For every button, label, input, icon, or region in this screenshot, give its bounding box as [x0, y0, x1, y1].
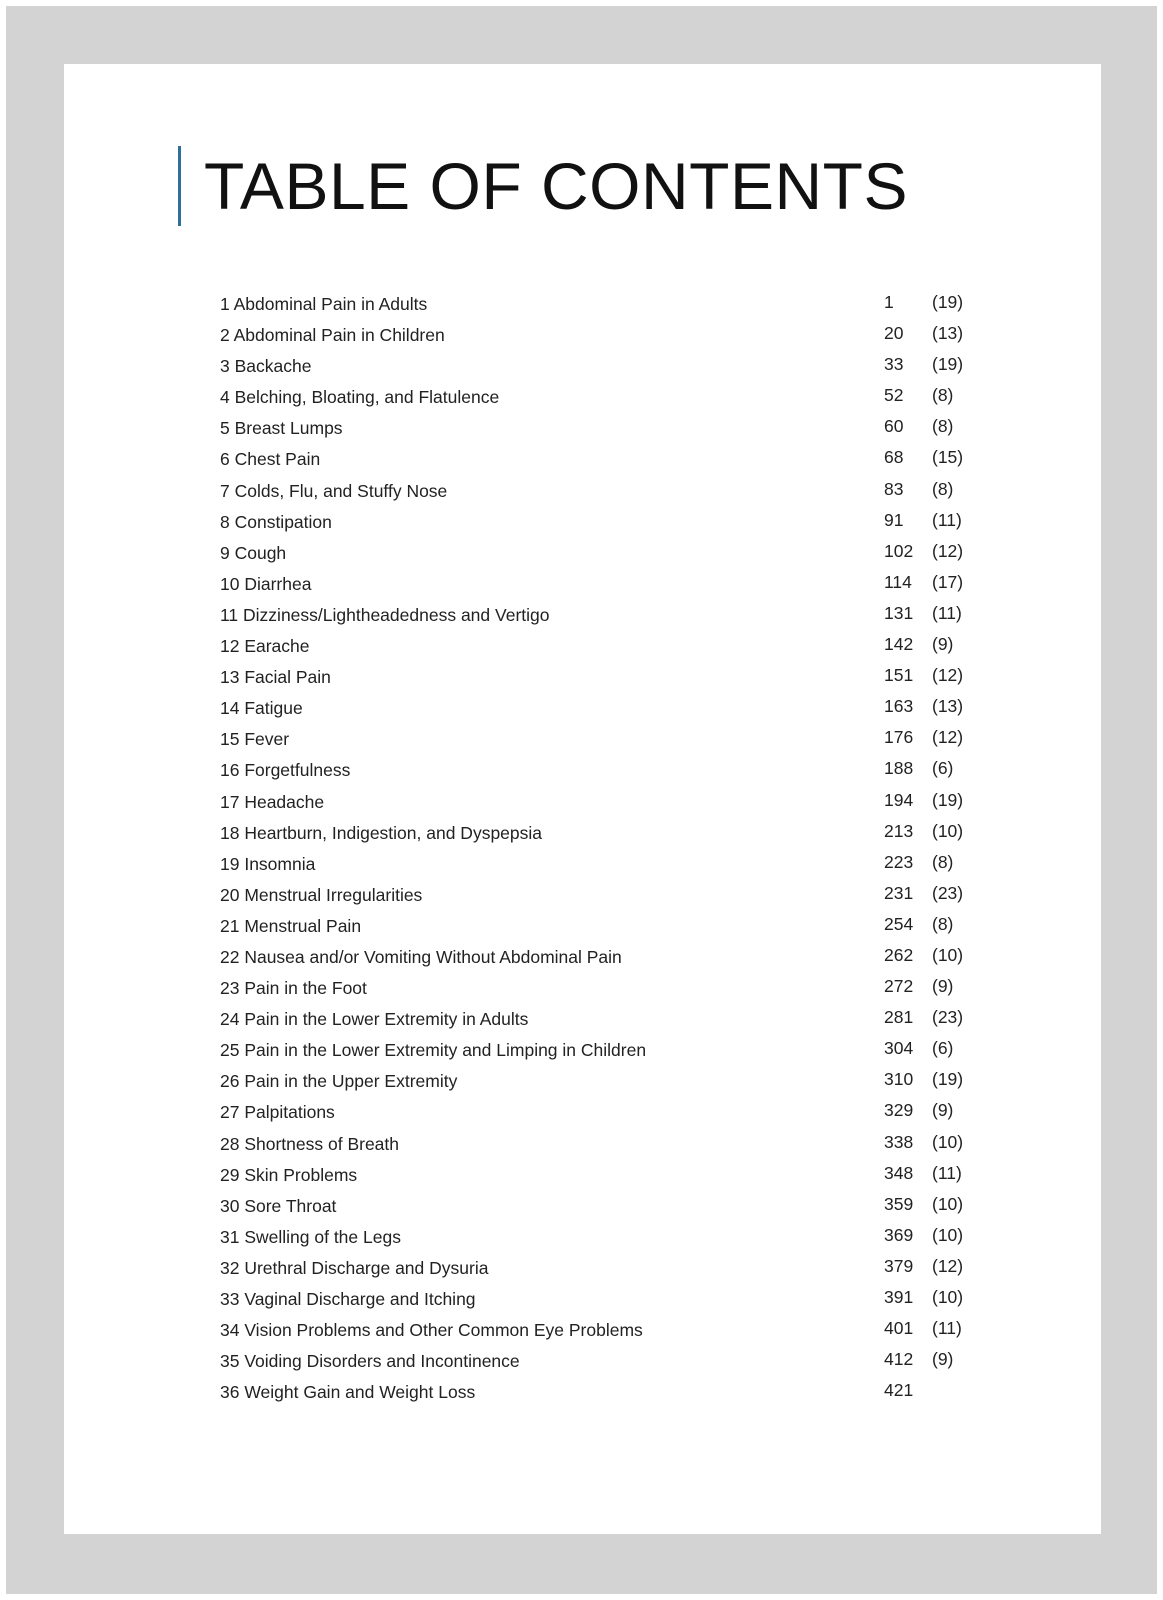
toc-entry-count: (19)	[932, 789, 964, 810]
toc-entry	[220, 692, 1000, 723]
toc-entry-page: 359	[884, 1193, 914, 1214]
toc-entry-count: (8)	[932, 851, 954, 872]
title-accent-bar	[178, 146, 181, 226]
toc-entry-count: (11)	[932, 1162, 962, 1183]
toc-entry	[220, 350, 1000, 381]
toc-entry-title: 4 Belching, Bloating, and Flatulence	[220, 387, 500, 408]
toc-entry-title: 3 Backache	[220, 356, 312, 377]
toc-entry-count: (10)	[932, 1193, 964, 1214]
toc-entry-count: (8)	[932, 478, 954, 499]
toc-entry-page: 33	[884, 354, 904, 375]
toc-entry	[220, 288, 1000, 319]
toc-entry-title: 13 Facial Pain	[220, 667, 331, 688]
toc-entry-count: (9)	[932, 1100, 954, 1121]
toc-entry-title: 19 Insomnia	[220, 853, 316, 874]
toc-entry	[220, 1128, 1000, 1159]
toc-entry-page: 412	[884, 1349, 914, 1370]
toc-entry-page: 91	[884, 509, 904, 530]
toc-entry-page: 52	[884, 385, 904, 406]
toc-entry-page: 401	[884, 1318, 914, 1339]
toc-entry-page: 223	[884, 851, 914, 872]
toc-entry-page: 1	[884, 292, 894, 312]
toc-entry-count: (11)	[932, 509, 962, 530]
toc-entry-count: (9)	[932, 1349, 954, 1370]
toc-entry-page: 369	[884, 1224, 914, 1245]
toc-entry-page: 262	[884, 944, 914, 965]
toc-entry-title: 12 Earache	[220, 636, 310, 657]
toc-entry-page: 254	[884, 913, 914, 934]
toc-entry-count: (12)	[932, 540, 964, 561]
toc-entry-page: 194	[884, 789, 914, 810]
toc-entry	[220, 879, 1000, 910]
toc-entry-count: (13)	[932, 323, 964, 344]
toc-entry-count: (8)	[932, 385, 954, 406]
toc-entry-title: 15 Fever	[220, 729, 290, 750]
toc-entry-page: 60	[884, 416, 904, 437]
toc-entry-page: 102	[884, 540, 914, 561]
toc-entry	[220, 1003, 1000, 1034]
toc-entry-title: 9 Cough	[220, 542, 287, 563]
toc-entry	[220, 754, 1000, 785]
toc-entry	[220, 661, 1000, 692]
toc-entry-count: (9)	[932, 976, 954, 997]
toc-entry-count: (19)	[932, 1069, 964, 1090]
toc-entry-page: 163	[884, 696, 914, 717]
toc-entry	[220, 443, 1000, 474]
toc-entry-count: (10)	[932, 1287, 964, 1307]
toc-entry-page: 142	[884, 634, 914, 655]
toc-entry	[220, 1221, 1000, 1252]
toc-entry	[220, 1159, 1000, 1190]
toc-entry-title: 34 Vision Problems and Other Common Eye Problems	[220, 1320, 643, 1341]
toc-entry-count: (11)	[932, 602, 962, 623]
toc-entry-count: (19)	[932, 292, 964, 312]
toc-entry-title: 20 Menstrual Irregularities	[220, 884, 423, 905]
toc-entry-title: 33 Vaginal Discharge and Itching	[220, 1289, 476, 1309]
toc-entry-title: 18 Heartburn, Indigestion, and Dyspepsia	[220, 822, 543, 843]
toc-entry	[220, 1376, 1000, 1407]
toc-entry-count: (9)	[932, 634, 954, 655]
toc-entry-page: 379	[884, 1255, 914, 1276]
toc-entry-count: (12)	[932, 727, 964, 748]
toc-entry-title: 32 Urethral Discharge and Dysuria	[220, 1257, 489, 1278]
toc-entry-count: (23)	[932, 882, 964, 903]
toc-entry-count: (19)	[932, 354, 964, 375]
toc-entry-title: 1 Abdominal Pain in Adults	[220, 294, 428, 314]
toc-entry	[220, 381, 1000, 412]
toc-entry-page: 20	[884, 323, 904, 344]
toc-entry-page: 281	[884, 1007, 914, 1028]
toc-entry	[220, 1065, 1000, 1096]
toc-entry	[220, 475, 1000, 506]
toc-entry-count: (17)	[932, 571, 964, 592]
toc-entry-title: 2 Abdominal Pain in Children	[220, 325, 445, 346]
toc-entry-count: (12)	[932, 1255, 964, 1276]
toc-list	[220, 288, 1000, 1407]
toc-entry-page: 391	[884, 1287, 914, 1307]
toc-entry-title: 5 Breast Lumps	[220, 418, 343, 439]
toc-entry-title: 29 Skin Problems	[220, 1164, 358, 1185]
toc-entry-page: 348	[884, 1162, 914, 1183]
toc-entry	[220, 972, 1000, 1003]
toc-entry	[220, 568, 1000, 599]
toc-entry	[220, 817, 1000, 848]
page-frame	[6, 6, 1157, 1594]
toc-entry-title: 28 Shortness of Breath	[220, 1133, 399, 1154]
toc-entry-title: 24 Pain in the Lower Extremity in Adults	[220, 1009, 529, 1030]
toc-entry-title: 7 Colds, Flu, and Stuffy Nose	[220, 480, 448, 501]
toc-entry	[220, 599, 1000, 630]
toc-entry	[220, 1096, 1000, 1127]
toc-entry-page: 188	[884, 758, 914, 779]
toc-entry	[220, 630, 1000, 661]
toc-entry-page: 310	[884, 1069, 914, 1090]
toc-entry-count: (12)	[932, 665, 964, 686]
toc-entry-page: 421	[884, 1380, 914, 1401]
toc-entry-count: (8)	[932, 416, 954, 437]
toc-entry-title: 22 Nausea and/or Vomiting Without Abdominal Pain	[220, 946, 622, 967]
toc-entry-count: (23)	[932, 1007, 964, 1028]
toc-entry-page: 83	[884, 478, 904, 499]
toc-entry-title: 21 Menstrual Pain	[220, 915, 362, 936]
toc-entry-page: 304	[884, 1038, 914, 1059]
toc-entry-count: (15)	[932, 447, 964, 468]
page-title: TABLE OF CONTENTS	[204, 149, 909, 223]
toc-entry-title: 30 Sore Throat	[220, 1195, 337, 1216]
toc-entry-count: (11)	[932, 1318, 962, 1339]
toc-entry-title: 11 Dizziness/Lightheadedness and Vertigo	[220, 604, 550, 625]
toc-entry	[220, 319, 1000, 350]
toc-entry	[220, 786, 1000, 817]
toc-entry-count: (10)	[932, 1224, 964, 1245]
toc-entry-title: 31 Swelling of the Legs	[220, 1226, 401, 1247]
toc-entry-count: (6)	[932, 758, 954, 779]
toc-entry-count: (10)	[932, 820, 964, 841]
toc-entry-page: 338	[884, 1131, 914, 1152]
toc-entry-page: 114	[884, 571, 912, 592]
toc-entry-title: 36 Weight Gain and Weight Loss	[220, 1382, 476, 1403]
toc-entry	[220, 723, 1000, 754]
toc-entry-page: 131	[884, 602, 914, 623]
toc-entry	[220, 1190, 1000, 1221]
toc-entry-title: 25 Pain in the Lower Extremity and Limping in Children	[220, 1040, 647, 1061]
toc-entry	[220, 506, 1000, 537]
toc-entry-title: 16 Forgetfulness	[220, 760, 351, 781]
toc-entry-count: (10)	[932, 1131, 964, 1152]
toc-entry-title: 6 Chest Pain	[220, 449, 321, 470]
toc-entry-page: 329	[884, 1100, 914, 1121]
toc-entry	[220, 910, 1000, 941]
toc-entry-title: 14 Fatigue	[220, 698, 303, 719]
toc-entry-count: (6)	[932, 1038, 954, 1059]
toc-entry-count: (8)	[932, 913, 954, 934]
toc-entry	[220, 537, 1000, 568]
toc-entry-title: 35 Voiding Disorders and Incontinence	[220, 1351, 520, 1372]
toc-entry-page: 176	[884, 727, 914, 748]
toc-entry-title: 26 Pain in the Upper Extremity	[220, 1071, 458, 1092]
toc-entry-page: 231	[884, 882, 914, 903]
toc-entry	[220, 1252, 1000, 1283]
toc-entry	[220, 1345, 1000, 1376]
toc-entry	[220, 941, 1000, 972]
toc-entry-title: 17 Headache	[220, 791, 325, 812]
toc-entry-page: 272	[884, 976, 914, 997]
toc-entry	[220, 848, 1000, 879]
toc-entry-title: 10 Diarrhea	[220, 573, 312, 594]
toc-entry	[220, 1314, 1000, 1345]
toc-entry	[220, 1034, 1000, 1065]
toc-entry-page: 68	[884, 447, 904, 468]
toc-entry-title: 27 Palpitations	[220, 1102, 335, 1123]
toc-entry-count: (13)	[932, 696, 964, 717]
toc-entry-page: 213	[884, 820, 914, 841]
document-page	[64, 64, 1101, 1534]
toc-entry-title: 23 Pain in the Foot	[220, 978, 367, 999]
toc-entry-page: 151	[884, 665, 914, 686]
toc-entry-title: 8 Constipation	[220, 511, 332, 532]
toc-entry-count: (10)	[932, 944, 964, 965]
toc-entry	[220, 1283, 1000, 1314]
toc-entry	[220, 412, 1000, 443]
